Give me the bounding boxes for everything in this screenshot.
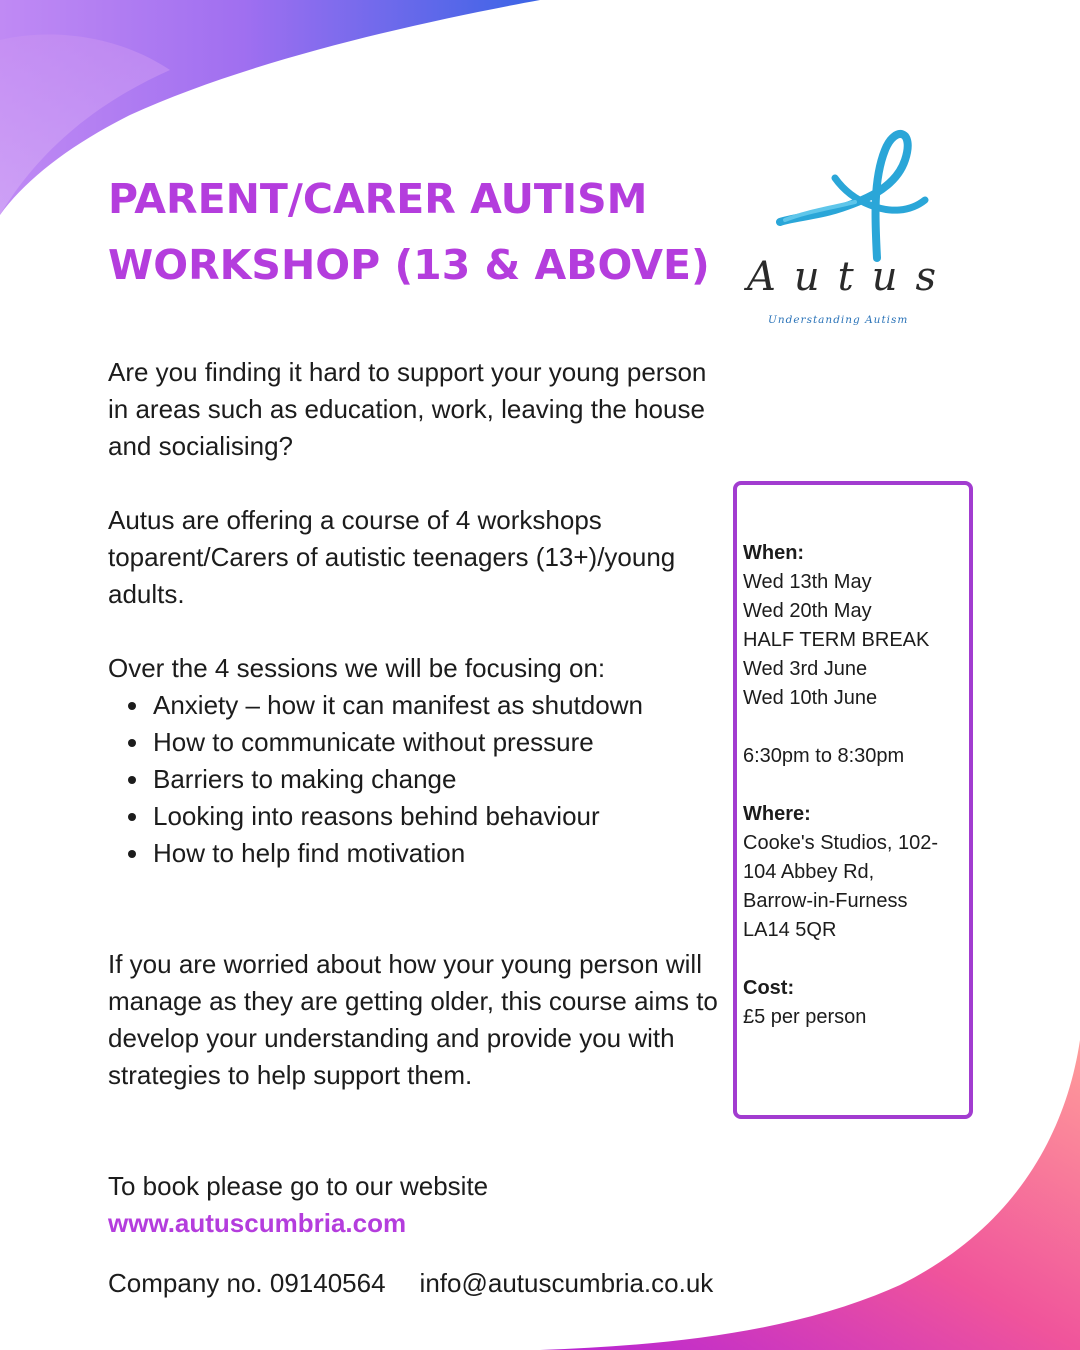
company-number: Company no. 09140564 xyxy=(108,1268,386,1298)
awareness-ribbon-icon xyxy=(745,120,960,335)
session-time: 6:30pm to 8:30pm xyxy=(743,745,905,767)
logo-tagline: Understanding Autism xyxy=(768,314,909,326)
address-line: 104 Abbey Rd, xyxy=(743,861,875,883)
website-link[interactable]: www.autuscumbria.com xyxy=(108,1208,407,1238)
logo-name: Autus xyxy=(747,254,955,300)
intro-paragraph: Are you finding it hard to support your young person in areas such as education, work, leaving the house and socialising? xyxy=(108,357,707,461)
list-item: Looking into reasons behind behaviour xyxy=(153,798,773,835)
email-link[interactable]: info@autuscumbria.co.uk xyxy=(419,1268,714,1298)
focus-intro: Over the 4 sessions we will be focusing on: xyxy=(108,653,606,683)
list-item: Barriers to making change xyxy=(153,761,773,798)
offer-paragraph: Autus are offering a course of 4 workshops toparent/Carers of autistic teenagers (13+)/young adults. xyxy=(108,505,676,609)
title-line-1: PARENT/CARER AUTISM xyxy=(108,175,648,223)
date-item: HALF TERM BREAK xyxy=(743,629,930,651)
topics-list xyxy=(108,687,773,872)
cost-value: £5 per person xyxy=(743,1006,867,1028)
event-details xyxy=(743,539,969,1032)
list-item: Anxiety – how it can manifest as shutdown xyxy=(153,687,773,724)
when-label: When: xyxy=(743,542,805,564)
date-item: Wed 13th May xyxy=(743,571,872,593)
title-line-2: WORKSHOP (13 & ABOVE) xyxy=(108,241,710,289)
where-label: Where: xyxy=(743,803,811,825)
list-item: How to communicate without pressure xyxy=(153,724,773,761)
closing-paragraph: If you are worried about how your young person will manage as they are getting older, this course aims to develop your understanding and provide you with strategies to help support them. xyxy=(108,949,718,1090)
address-line: Cooke's Studios, 102- xyxy=(743,832,939,854)
date-item: Wed 3rd June xyxy=(743,658,868,680)
booking-text: To book please go to our website xyxy=(108,1171,489,1201)
address-line: Barrow-in-Furness xyxy=(743,890,908,912)
cost-label: Cost: xyxy=(743,977,795,999)
list-item: How to help find motivation xyxy=(153,835,773,872)
date-item: Wed 20th May xyxy=(743,600,872,622)
footer xyxy=(108,1265,713,1302)
page-title xyxy=(108,166,710,298)
address-line: LA14 5QR xyxy=(743,919,837,941)
event-details-box xyxy=(733,481,973,1119)
date-item: Wed 10th June xyxy=(743,687,878,709)
